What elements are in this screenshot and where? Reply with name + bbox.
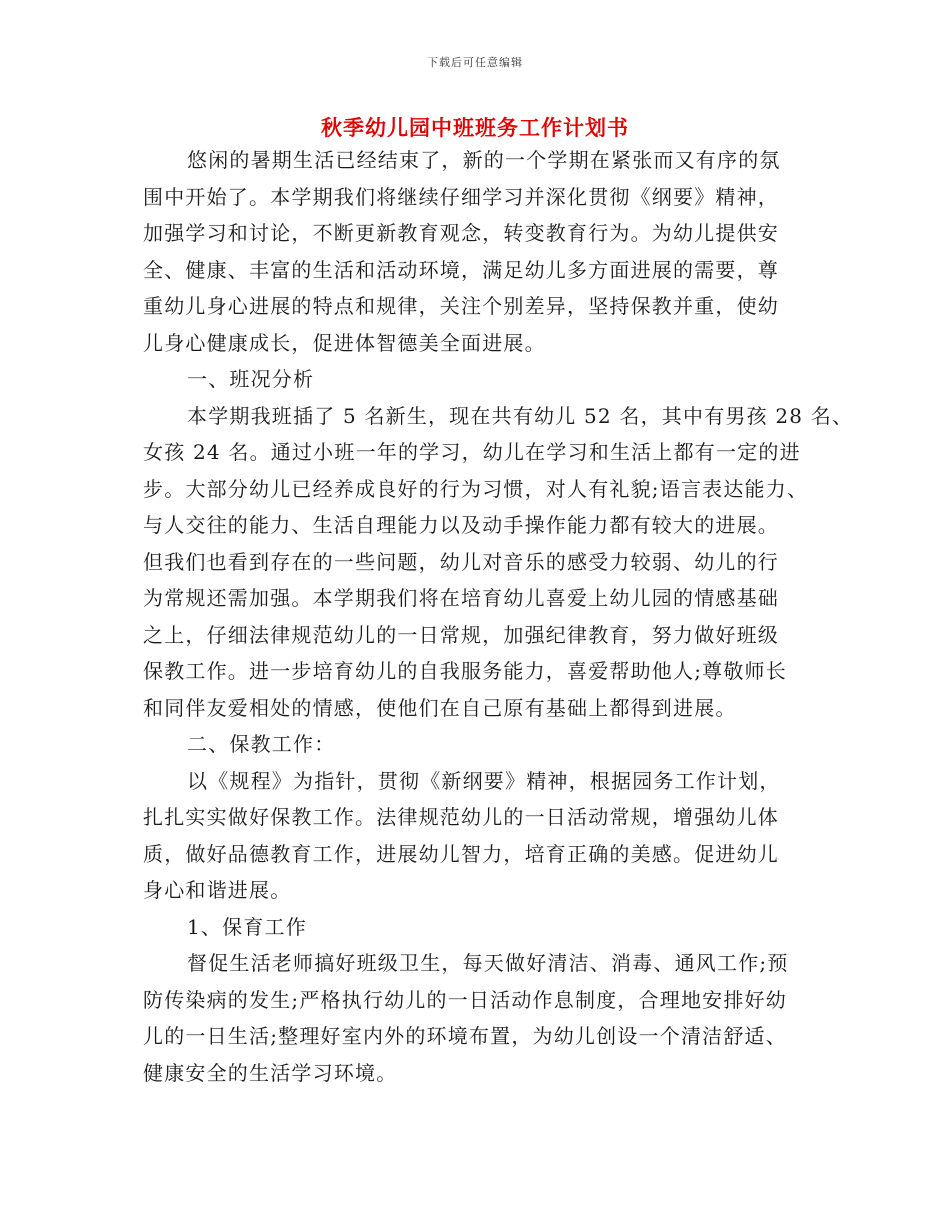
section-heading: 二、保教工作： bbox=[187, 732, 336, 756]
paragraph-line: 儿的一日生活;整理好室内外的环境布置，为幼儿创设一个清洁舒适、 bbox=[143, 1024, 787, 1048]
subsection-heading: 1、保育工作 bbox=[187, 914, 307, 939]
paragraph-line: 步。大部分幼儿已经养成良好的行为习惯，对人有礼貌;语言表达能力、 bbox=[143, 476, 809, 501]
paragraph-line: 为常规还需加强。本学期我们将在培育幼儿喜爱上幼儿园的情感基础 bbox=[143, 586, 779, 610]
paragraph-line: 围中开始了。本学期我们将继续仔细学习并深化贯彻《纲要》精神， bbox=[143, 184, 779, 209]
paragraph-line: 保教工作。进一步培育幼儿的自我服务能力，喜爱帮助他人;尊敬师长 bbox=[143, 659, 787, 683]
paragraph-line: 悠闲的暑期生活已经结束了，新的一个学期在紧张而又有序的氛 bbox=[187, 148, 781, 172]
paragraph-line: 扎扎实实做好保教工作。法律规范幼儿的一日活动常规，增强幼儿体 bbox=[143, 805, 779, 829]
paragraph-line: 全、健康、丰富的生活和活动环境，满足幼儿多方面进展的需要，尊 bbox=[143, 257, 779, 282]
paragraph-line: 与人交往的能力、生活自理能力以及动手操作能力都有较大的进展。 bbox=[143, 513, 779, 537]
paragraph-line: 但我们也看到存在的一些问题，幼儿对音乐的感受力较弱、幼儿的行 bbox=[143, 549, 779, 574]
paragraph-line: 重幼儿身心进展的特点和规律，关注个别差异，坚持保教并重，使幼 bbox=[143, 294, 779, 318]
paragraph-line: 健康安全的生活学习环境。 bbox=[143, 1060, 398, 1085]
paragraph-line: 以《规程》为指针，贯彻《新纲要》精神，根据园务工作计划， bbox=[187, 768, 781, 793]
section-heading: 一、班况分析 bbox=[187, 367, 315, 391]
paragraph-line: 本学期我班插了 5 名新生，现在共有幼儿 52 名，其中有男孩 28 名、 bbox=[187, 403, 854, 428]
paragraph-line: 防传染病的发生;严格执行幼儿的一日活动作息制度，合理地安排好幼 bbox=[143, 987, 787, 1012]
paragraph-line: 女孩 24 名。通过小班一年的学习，幼儿在学习和生活上都有一定的进 bbox=[143, 440, 801, 464]
paragraph-line: 质，做好品德教育工作，进展幼儿智力，培育正确的美感。促进幼儿 bbox=[143, 841, 779, 866]
paragraph-line: 之上，仔细法律规范幼儿的一日常规，加强纪律教育，努力做好班级 bbox=[143, 622, 779, 647]
paragraph-line: 和同伴友爱相处的情感，使他们在自己原有基础上都得到进展。 bbox=[143, 695, 737, 720]
document-body bbox=[143, 142, 854, 1091]
header-note: 下载后可任意编辑 bbox=[427, 56, 523, 69]
paragraph-line: 督促生活老师搞好班级卫生，每天做好清洁、消毒、通风工作;预 bbox=[187, 951, 789, 975]
paragraph-line: 加强学习和讨论，不断更新教育观念，转变教育行为。为幼儿提供安 bbox=[143, 221, 779, 245]
document-title: 秋季幼儿园中班班务工作计划书 bbox=[321, 115, 629, 140]
paragraph-line: 儿身心健康成长，促进体智德美全面进展。 bbox=[143, 330, 546, 355]
paragraph-line: 身心和谐进展。 bbox=[143, 878, 292, 902]
